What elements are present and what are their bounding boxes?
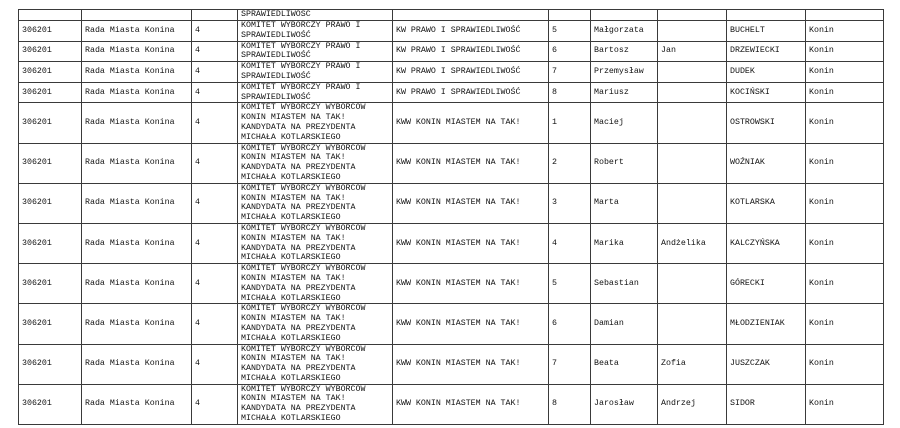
cell-short-name: KWW KONIN MIASTEM NA TAK! xyxy=(393,384,549,424)
cell-position: 7 xyxy=(549,62,591,83)
cell-position: 2 xyxy=(549,143,591,183)
cell-council: Rada Miasta Konina xyxy=(82,264,192,304)
cell-last-name xyxy=(727,10,806,21)
cell-code: 306201 xyxy=(19,82,82,103)
cell-first-name: Mariusz xyxy=(591,82,658,103)
cell-code: 306201 xyxy=(19,344,82,384)
table-row xyxy=(19,103,884,143)
cell-code: 306201 xyxy=(19,183,82,223)
table-row-top xyxy=(19,10,884,21)
candidate-list-sheet xyxy=(18,9,883,425)
cell-committee: KOMITET WYBORCZY WYBORCÓW KONIN MIASTEM NA TAK! KANDYDATA NA PREZYDENTA MICHAŁA KOTLARSKIEGO xyxy=(238,344,393,384)
cell-code: 306201 xyxy=(19,103,82,143)
cell-short-name: KWW KONIN MIASTEM NA TAK! xyxy=(393,264,549,304)
cell-council: Rada Miasta Konina xyxy=(82,384,192,424)
cell-committee: KOMITET WYBORCZY WYBORCÓW KONIN MIASTEM NA TAK! KANDYDATA NA PREZYDENTA MICHAŁA KOTLARSKIEGO xyxy=(238,304,393,344)
cell-last-name: GÓRECKI xyxy=(727,264,806,304)
cell-short-name xyxy=(393,10,549,21)
cell-committee: KOMITET WYBORCZY WYBORCÓW KONIN MIASTEM NA TAK! KANDYDATA NA PREZYDENTA MICHAŁA KOTLARSKIEGO xyxy=(238,183,393,223)
cell-committee: KOMITET WYBORCZY WYBORCÓW KONIN MIASTEM NA TAK! KANDYDATA NA PREZYDENTA MICHAŁA KOTLARSKIEGO xyxy=(238,103,393,143)
cell-second-name: Andrzej xyxy=(658,384,727,424)
cell-council: Rada Miasta Konina xyxy=(82,183,192,223)
cell-council: Rada Miasta Konina xyxy=(82,143,192,183)
cell-short-name: KWW KONIN MIASTEM NA TAK! xyxy=(393,143,549,183)
table-row xyxy=(19,82,884,103)
cell-second-name xyxy=(658,10,727,21)
table-row xyxy=(19,183,884,223)
cell-city xyxy=(806,10,884,21)
cell-code: 306201 xyxy=(19,223,82,263)
cell-position: 3 xyxy=(549,183,591,223)
cell-short-name: KWW KONIN MIASTEM NA TAK! xyxy=(393,304,549,344)
cell-committee: KOMITET WYBORCZY PRAWO I SPRAWIEDLIWOŚĆ xyxy=(238,82,393,103)
cell-district: 4 xyxy=(192,41,238,62)
cell-code: 306201 xyxy=(19,143,82,183)
cell-short-name: KWW KONIN MIASTEM NA TAK! xyxy=(393,223,549,263)
cell-city: Konin xyxy=(806,223,884,263)
cell-city: Konin xyxy=(806,304,884,344)
cell-short-name: KW PRAWO I SPRAWIEDLIWOŚĆ xyxy=(393,82,549,103)
cell-committee: KOMITET WYBORCZY PRAWO I SPRAWIEDLIWOŚĆ xyxy=(238,41,393,62)
cell-council: Rada Miasta Konina xyxy=(82,21,192,42)
cell-second-name xyxy=(658,304,727,344)
cell-district: 4 xyxy=(192,143,238,183)
cell-city: Konin xyxy=(806,344,884,384)
cell-committee: KOMITET WYBORCZY WYBORCÓW KONIN MIASTEM NA TAK! KANDYDATA NA PREZYDENTA MICHAŁA KOTLARSKIEGO xyxy=(238,384,393,424)
cell-short-name: KW PRAWO I SPRAWIEDLIWOŚĆ xyxy=(393,41,549,62)
cell-district: 4 xyxy=(192,82,238,103)
cell-code: 306201 xyxy=(19,304,82,344)
cell-last-name: SIDOR xyxy=(727,384,806,424)
cell-first-name: Marta xyxy=(591,183,658,223)
table-row xyxy=(19,143,884,183)
cell-last-name: JUSZCZAK xyxy=(727,344,806,384)
cell-position: 1 xyxy=(549,103,591,143)
cell-last-name: MŁODZIENIAK xyxy=(727,304,806,344)
cell-council: Rada Miasta Konina xyxy=(82,82,192,103)
candidate-table xyxy=(18,9,884,425)
cell-city: Konin xyxy=(806,62,884,83)
cell-city: Konin xyxy=(806,143,884,183)
cell-committee: KOMITET WYBORCZY PRAWO I SPRAWIEDLIWOŚĆ xyxy=(238,21,393,42)
cell-code: 306201 xyxy=(19,384,82,424)
cell-committee: KOMITET WYBORCZY WYBORCÓW KONIN MIASTEM NA TAK! KANDYDATA NA PREZYDENTA MICHAŁA KOTLARSKIEGO xyxy=(238,143,393,183)
cell-city: Konin xyxy=(806,82,884,103)
cell-first-name xyxy=(591,10,658,21)
cell-district: 4 xyxy=(192,304,238,344)
cell-short-name: KW PRAWO I SPRAWIEDLIWOŚĆ xyxy=(393,62,549,83)
cell-first-name: Sebastian xyxy=(591,264,658,304)
cell-district: 4 xyxy=(192,183,238,223)
cell-district: 4 xyxy=(192,264,238,304)
table-row xyxy=(19,384,884,424)
cell-position: 7 xyxy=(549,344,591,384)
cell-position: 4 xyxy=(549,223,591,263)
cell-first-name: Przemysław xyxy=(591,62,658,83)
cell-committee: SPRAWIEDLIWOŚĆ xyxy=(238,10,393,21)
cell-second-name xyxy=(658,264,727,304)
cell-second-name: Zofia xyxy=(658,344,727,384)
table-row xyxy=(19,304,884,344)
cell-council: Rada Miasta Konina xyxy=(82,223,192,263)
cell-second-name xyxy=(658,103,727,143)
cell-last-name: KOCIŃSKI xyxy=(727,82,806,103)
cell-council: Rada Miasta Konina xyxy=(82,103,192,143)
cell-first-name: Robert xyxy=(591,143,658,183)
cell-first-name: Beata xyxy=(591,344,658,384)
cell-district: 4 xyxy=(192,223,238,263)
cell-district: 4 xyxy=(192,384,238,424)
cell-council: Rada Miasta Konina xyxy=(82,62,192,83)
cell-position: 6 xyxy=(549,41,591,62)
table-row xyxy=(19,223,884,263)
cell-first-name: Małgorzata xyxy=(591,21,658,42)
cell-district: 4 xyxy=(192,103,238,143)
cell-short-name: KWW KONIN MIASTEM NA TAK! xyxy=(393,183,549,223)
cell-position: 5 xyxy=(549,264,591,304)
cell-second-name: Jan xyxy=(658,41,727,62)
cell-first-name: Marika xyxy=(591,223,658,263)
cell-city: Konin xyxy=(806,103,884,143)
cell-district xyxy=(192,10,238,21)
cell-last-name: BUCHELT xyxy=(727,21,806,42)
table-row xyxy=(19,62,884,83)
cell-district: 4 xyxy=(192,344,238,384)
cell-short-name: KWW KONIN MIASTEM NA TAK! xyxy=(393,344,549,384)
cell-second-name xyxy=(658,62,727,83)
cell-council xyxy=(82,10,192,21)
cell-code: 306201 xyxy=(19,62,82,83)
cell-second-name xyxy=(658,143,727,183)
cell-city: Konin xyxy=(806,41,884,62)
cell-city: Konin xyxy=(806,264,884,304)
cell-position: 8 xyxy=(549,384,591,424)
cell-code: 306201 xyxy=(19,264,82,304)
cell-committee: KOMITET WYBORCZY PRAWO I SPRAWIEDLIWOŚĆ xyxy=(238,62,393,83)
cell-last-name: DRZEWIECKI xyxy=(727,41,806,62)
cell-short-name: KWW KONIN MIASTEM NA TAK! xyxy=(393,103,549,143)
cell-district: 4 xyxy=(192,21,238,42)
cell-city: Konin xyxy=(806,384,884,424)
cell-last-name: KOTLARSKA xyxy=(727,183,806,223)
cell-last-name: WOŹNIAK xyxy=(727,143,806,183)
table-row xyxy=(19,344,884,384)
cell-first-name: Jarosław xyxy=(591,384,658,424)
table-row xyxy=(19,21,884,42)
cell-last-name: KALCZYŃSKA xyxy=(727,223,806,263)
cell-position xyxy=(549,10,591,21)
cell-code: 306201 xyxy=(19,41,82,62)
cell-code: 306201 xyxy=(19,21,82,42)
cell-short-name: KW PRAWO I SPRAWIEDLIWOŚĆ xyxy=(393,21,549,42)
cell-code xyxy=(19,10,82,21)
cell-council: Rada Miasta Konina xyxy=(82,344,192,384)
cell-second-name xyxy=(658,183,727,223)
cell-second-name xyxy=(658,82,727,103)
cell-first-name: Bartosz xyxy=(591,41,658,62)
cell-last-name: DUDEK xyxy=(727,62,806,83)
cell-position: 5 xyxy=(549,21,591,42)
cell-committee: KOMITET WYBORCZY WYBORCÓW KONIN MIASTEM NA TAK! KANDYDATA NA PREZYDENTA MICHAŁA KOTLARSKIEGO xyxy=(238,223,393,263)
cell-position: 6 xyxy=(549,304,591,344)
table-row xyxy=(19,264,884,304)
cell-first-name: Maciej xyxy=(591,103,658,143)
cell-council: Rada Miasta Konina xyxy=(82,304,192,344)
cell-position: 8 xyxy=(549,82,591,103)
cell-second-name xyxy=(658,21,727,42)
cell-last-name: OSTROWSKI xyxy=(727,103,806,143)
cell-council: Rada Miasta Konina xyxy=(82,41,192,62)
table-row xyxy=(19,41,884,62)
cell-city: Konin xyxy=(806,183,884,223)
table-body xyxy=(19,10,884,425)
cell-first-name: Damian xyxy=(591,304,658,344)
cell-district: 4 xyxy=(192,62,238,83)
cell-committee: KOMITET WYBORCZY WYBORCÓW KONIN MIASTEM NA TAK! KANDYDATA NA PREZYDENTA MICHAŁA KOTLARSKIEGO xyxy=(238,264,393,304)
cell-city: Konin xyxy=(806,21,884,42)
cell-second-name: Andżelika xyxy=(658,223,727,263)
